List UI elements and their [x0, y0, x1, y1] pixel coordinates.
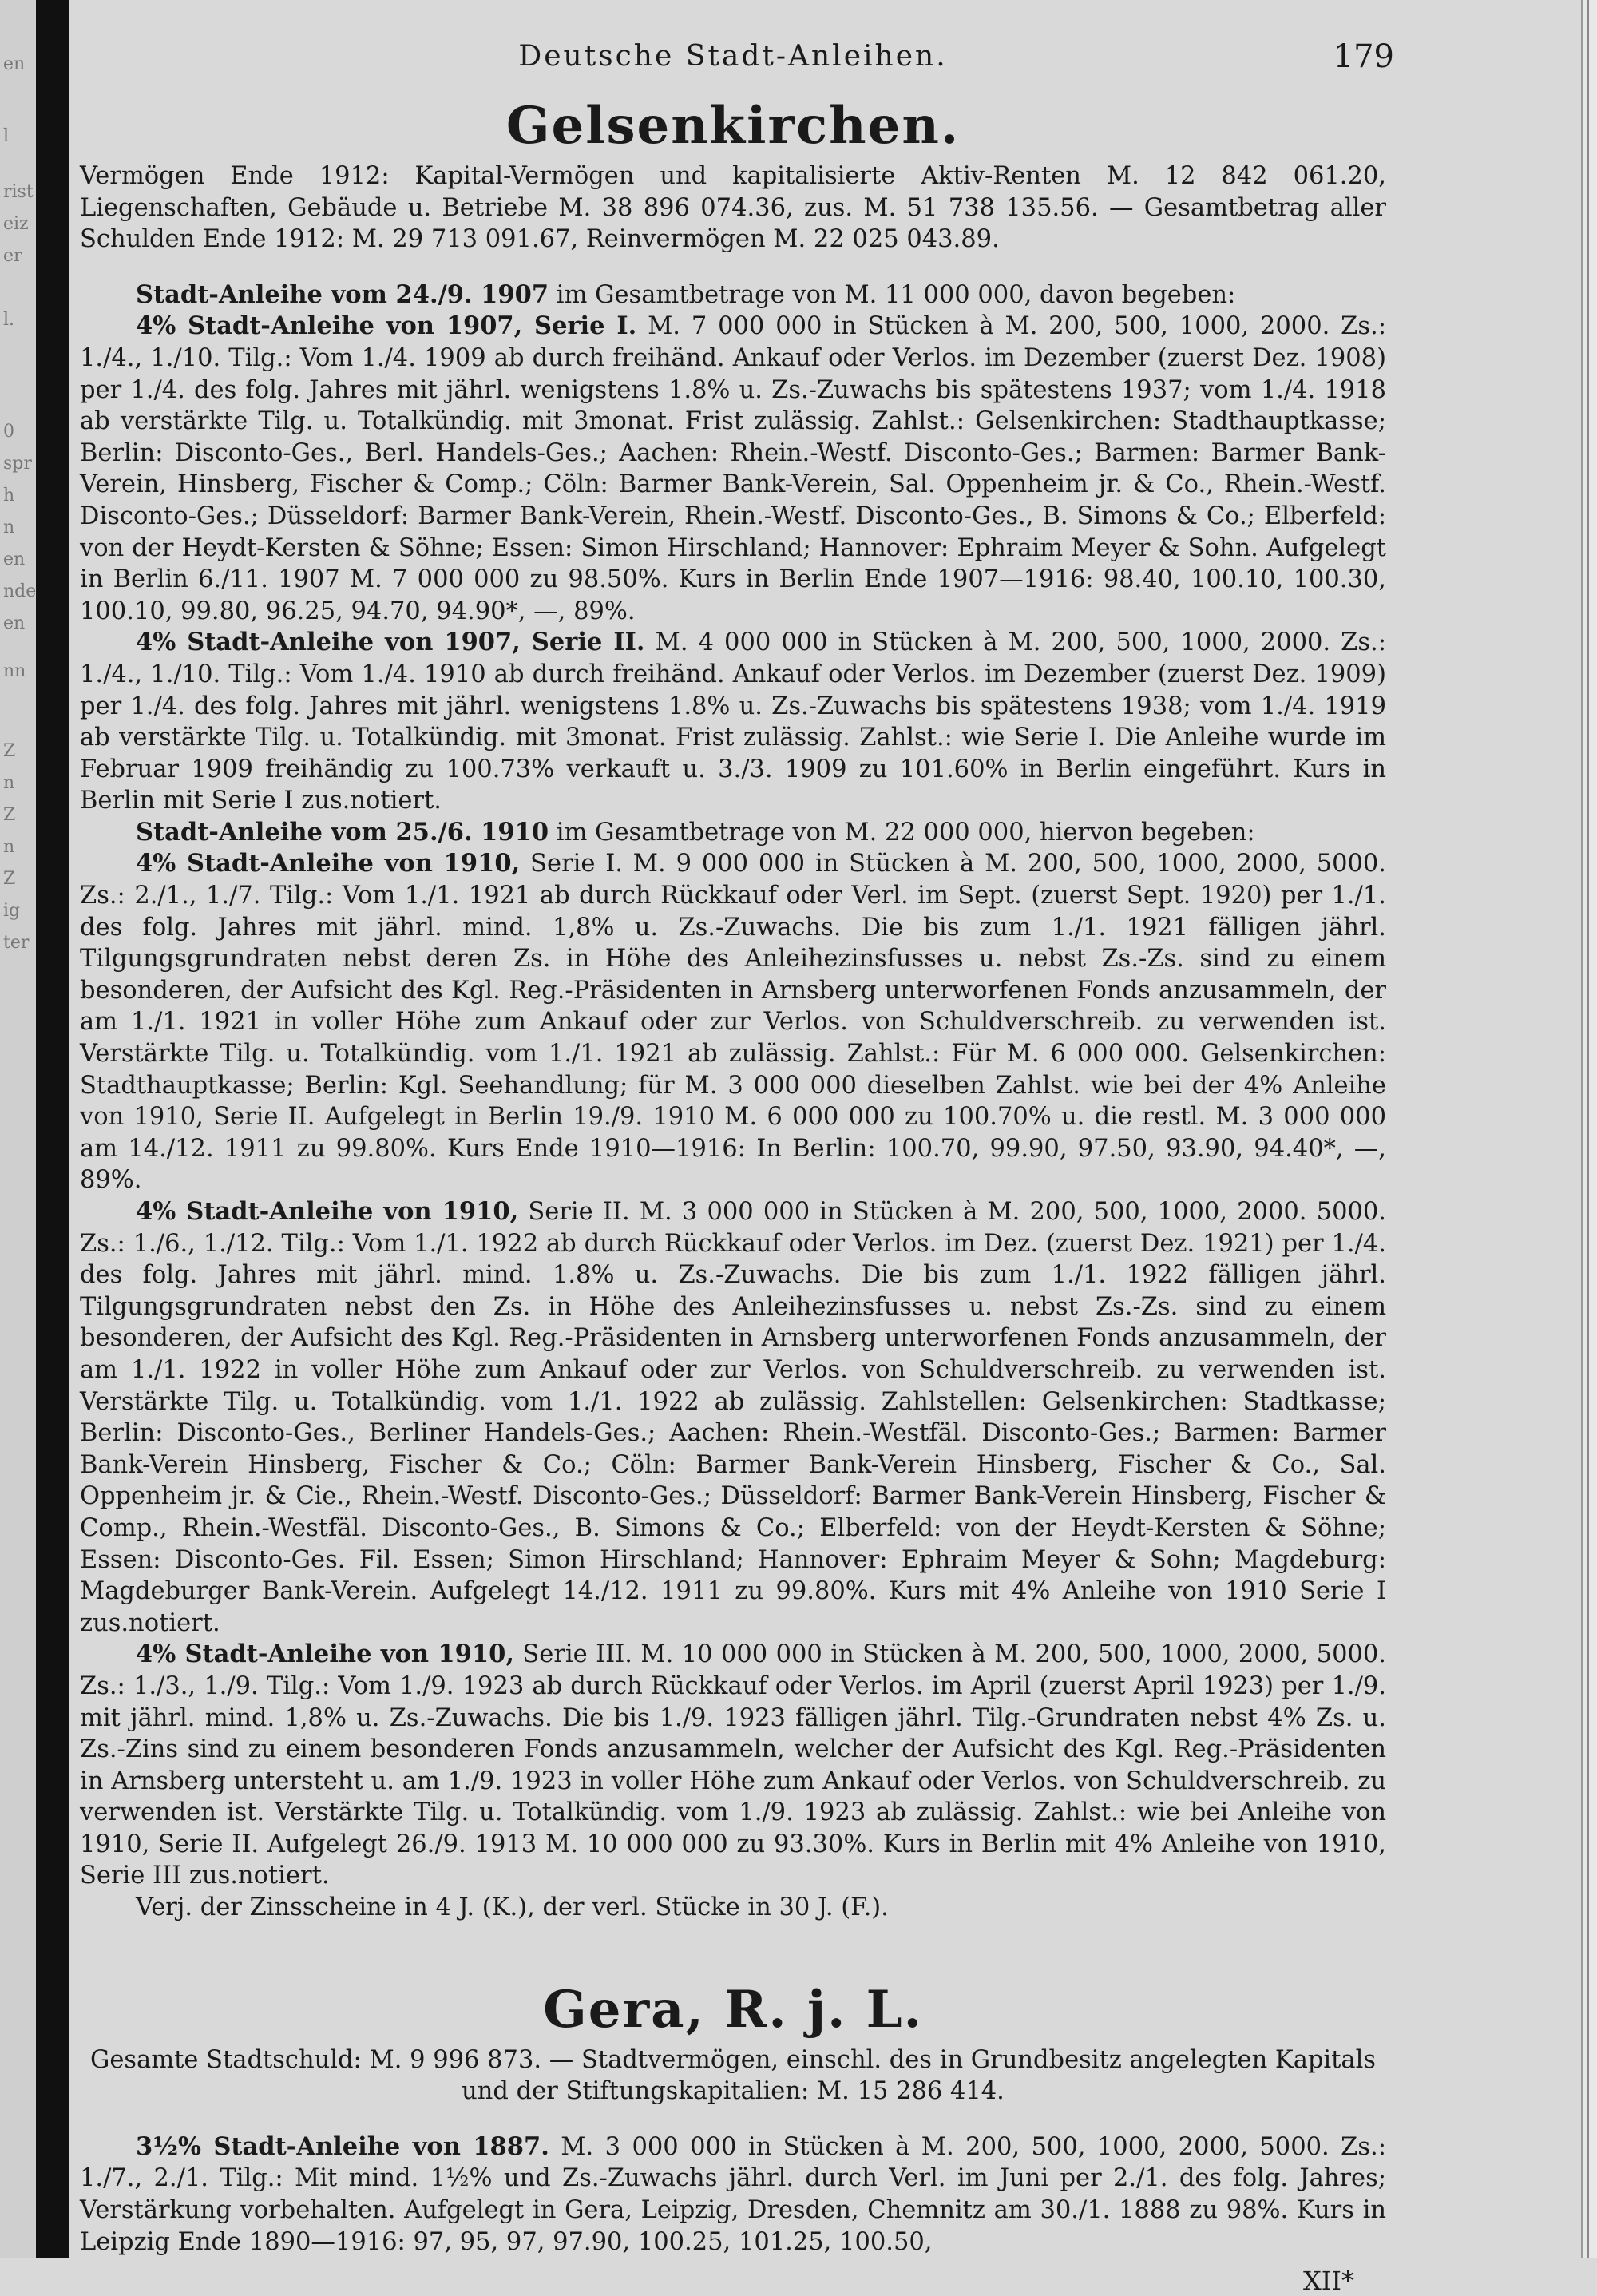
- loan-1910-serie-1-text: Serie I. M. 9 000 000 in Stücken à M. 200, 500, 1000, 2000, 5000. Zs.: 2./1., 1./7. Tilg.: Vom 1./1. 1921 ab durch Rückkauf oder Verl. im Sept. (zuerst Sept. 1920) per 1./1. des folg. Jahres mit jährl. mind. 1,8% u. Zs.-Zuwachs. Die bis zum 1./1. 1921 fälligen jährl. Tilgungsgrundraten nebst deren Zs. in Höhe des Anleihezinsfusses u. nebst Zs.-Zs. sind zu einem besonderen, der Aufsicht des Kgl. Reg.-Präsidenten in Arnsberg unterworfenen Fonds anzusammeln, der am 1./1. 1921 in voller Höhe zum Ankauf oder zur Verlos. von Schuldverschreib. zu verwenden ist. Verstärkte Tilg. u. Totalkündig. vom 1./1. 1921 ab zulässig. Zahlst.: Für M. 6 000 000. Gelsenkirchen: Stadthauptkasse; Berlin: Kgl. Seehandlung; für M. 3 000 000 dieselben Zahlst. wie bei der 4% Anleihe von 1910, Serie II. Aufgelegt in Berlin 19./9. 1910 M. 6 000 000 zu 100.70% u. die restl. M. 3 000 000 am 14./12. 1911 zu 99.80%. Kurs Ende 1910—1916: In Berlin: 100.70, 99.90, 97.50, 93.90, 94.40*, —, 89%.: [80, 850, 1386, 1195]
- margin-fragment: n: [3, 517, 15, 537]
- book-binding-shadow: [36, 0, 69, 2258]
- loan-1910: [80, 817, 1386, 849]
- gera-summary: Gesamte Stadtschuld: M. 9 996 873. — Stadtvermögen, einschl. des in Grundbesitz angelegten Kapitals und der Stiftungskapitalien: M. 15 286 414.: [89, 2045, 1377, 2106]
- loan-1910-serie-1-heading: 4% Stadt-Anleihe von 1910,: [136, 849, 521, 878]
- right-page-edge: [1581, 0, 1597, 2258]
- margin-fragment: eiz: [3, 214, 29, 234]
- margin-fragment: n: [3, 773, 15, 793]
- margin-fragment: spr: [3, 454, 32, 474]
- margin-fragment: Z: [3, 869, 16, 889]
- loan-1887-heading: 3½% Stadt-Anleihe von 1887.: [136, 2131, 549, 2161]
- margin-fragment: l.: [3, 310, 15, 330]
- loan-1910-serie-3: [80, 1639, 1386, 1892]
- margin-fragment: en: [3, 549, 26, 569]
- section-gelsenkirchen: [80, 96, 1386, 1924]
- gelsenkirchen-summary: Vermögen Ende 1912: Kapital-Vermögen und kapitalisierte Aktiv-Renten M. 12 842 061.20, Liegenschaften, Gebäude u. Betriebe M. 38 896 074.36, zus. M. 51 738 135.56. — Gesamtbetrag aller Schulden Ende 1912: M. 29 713 091.67, Reinvermögen M. 22 025 043.89.: [80, 162, 1386, 254]
- page: [80, 32, 1394, 2296]
- margin-fragment: nde: [3, 581, 36, 601]
- loan-1910-text: im Gesamtbetrage von M. 22 000 000, hiervon begeben:: [549, 818, 1255, 847]
- loan-1907-serie-1-text: M. 7 000 000 in Stücken à M. 200, 500, 1000, 2000. Zs.: 1./4., 1./10. Tilg.: Vom 1./4. 1909 ab durch freihänd. Ankauf oder Verlos. im Dezember (zuerst Dez. 1908) per 1./4. des folg. Jahres mit jährl. wenigstens 1.8% u. Zs.-Zuwachs bis spätestens 1937; vom 1./4. 1918 ab verstärkte Tilg. u. Totalkündig. mit 3monat. Frist zulässig. Zahlst.: Gelsenkirchen: Stadthauptkasse; Berlin: Disconto-Ges., Berl. Handels-Ges.; Aachen: Rhein.-Westf. Disconto-Ges.; Barmen: Barmer Bank-Verein, Hinsberg, Fischer & Comp.; Cöln: Barmer Bank-Verein, Sal. Oppenheim jr. & Co., Rhein.-Westf. Disconto-Ges.; Düsseldorf: Barmer Bank-Verein, Rhein.-Westf. Disconto-Ges., B. Simons & Co.; Elberfeld: von der Heydt-Kersten & Söhne; Essen: Simon Hirschland; Hannover: Ephraim Meyer & Sohn. Aufgelegt in Berlin 6./11. 1907 M. 7 000 000 zu 98.50%. Kurs in Berlin Ende 1907—1916: 98.40, 100.10, 100.30, 100.10, 99.80, 96.25, 94.70, 94.90*, —, 89%.: [80, 312, 1386, 625]
- loan-1907-serie-2-heading: 4% Stadt-Anleihe von 1907, Serie II.: [136, 628, 645, 657]
- loan-1910-serie-3-heading: 4% Stadt-Anleihe von 1910,: [136, 1640, 514, 1669]
- margin-fragment: 0: [3, 422, 14, 442]
- loan-1907-heading: Stadt-Anleihe vom 24./9. 1907: [136, 280, 549, 309]
- loan-1907-serie-2: [80, 627, 1386, 817]
- loan-1907: [80, 280, 1386, 311]
- margin-fragment: nn: [3, 661, 26, 681]
- verjaehrung-note: Verj. der Zinsscheine in 4 J. (K.), der verl. Stücke in 30 J. (F.).: [136, 1894, 889, 1922]
- margin-fragment: en: [3, 54, 26, 74]
- loan-1907-serie-2-text: M. 4 000 000 in Stücken à M. 200, 500, 1000, 2000. Zs.: 1./4., 1./10. Tilg.: Vom 1./4. 1910 ab durch freihänd. Ankauf oder Verlos. im Dezember (zuerst Dez. 1909) per 1./4. des folg. Jahres mit jährl. wenigstens 1.8% u. Zs.-Zuwachs bis spätestens 1938; vom 1./4. 1919 ab verstärkte Tilg. u. Totalkündig. mit 3monat. Frist zulässig. Zahlst.: wie Serie I. Die Anleihe wurde im Februar 1909 freihändig zu 100.73% verkauft u. 3./3. 1909 zu 101.60% in Berlin eingeführt. Kurs in Berlin mit Serie I zus.notiert.: [80, 629, 1386, 815]
- margin-fragment: Z: [3, 741, 16, 761]
- margin-fragment: ig: [3, 901, 21, 921]
- margin-fragment: en: [3, 613, 26, 633]
- right-page-edge-line: [1587, 0, 1589, 2258]
- margin-fragment: er: [3, 246, 22, 266]
- loan-1907-serie-1: [80, 311, 1386, 627]
- margin-fragment: rist: [3, 182, 34, 202]
- margin-fragment: h: [3, 486, 15, 506]
- margin-fragment: ter: [3, 933, 30, 953]
- running-title: Deutsche Stadt-Anleihen.: [518, 40, 948, 73]
- running-header: [80, 32, 1394, 88]
- loan-1887: [80, 2131, 1386, 2258]
- loan-1910-serie-2: [80, 1196, 1386, 1639]
- loan-1910-serie-3-text: Serie III. M. 10 000 000 in Stücken à M. 200, 500, 1000, 2000, 5000. Zs.: 1./3., 1./9. Tilg.: Vom 1./9. 1923 ab durch Rückkauf oder Verlos. im April (zuerst April 1923) per 1./9. mit jährl. mind. 1,8% u. Zs.-Zuwachs. Die bis 1./9. 1923 fälligen jährl. Tilg.-Grundraten nebst 4% Zs. u. Zs.-Zins sind zu einem besonderen Fonds anzusammeln, welcher der Aufsicht des Kgl. Reg.-Präsidenten in Arnsberg untersteht u. am 1./9. 1923 in voller Höhe zum Ankauf oder Verlos. von Schuldverschreib. zu verwenden ist. Verstärkte Tilg. u. Totalkündig. vom 1./9. 1923 ab zulässig. Zahlst.: wie bei Anleihe von 1910, Serie II. Aufgelegt 26./9. 1913 M. 10 000 000 zu 93.30%. Kurs in Berlin mit 4% Anleihe von 1910, Serie III zus.notiert.: [80, 1640, 1386, 1890]
- loan-1910-serie-2-text: Serie II. M. 3 000 000 in Stücken à M. 200, 500, 1000, 2000. 5000. Zs.: 1./6., 1./12. Tilg.: Vom 1./1. 1922 ab durch Rückkauf oder Verlos. im Dez. (zuerst Dez. 1921) per 1./4. des folg. Jahres mit jährl. mind. 1.8% u. Zs.-Zuwachs. Die bis zum 1./1. 1922 fälligen jährl. Tilgungsgrundraten nebst den Zs. in Höhe des Anleihezinsfusses u. nebst Zs.-Zs. sind zu einem besonderen, der Aufsicht des Kgl. Reg.-Präsidenten in Arnsberg unterworfenen Fonds anzusammeln, der am 1./1. 1922 in voller Höhe zum Ankauf oder zur Verlos. von Schuldverschreib. zu verwenden ist. Verstärkte Tilg. u. Totalkündig. vom 1./1. 1922 ab zulässig. Zahlstellen: Gelsenkirchen: Stadtkasse; Berlin: Disconto-Ges., Berliner Handels-Ges.; Aachen: Rhein.-Westfäl. Disconto-Ges.; Barmen: Barmer Bank-Verein Hinsberg, Fischer & Co.; Cöln: Barmer Bank-Verein Hinsberg, Fischer & Co., Sal. Oppenheim jr. & Cie., Rhein.-Westf. Disconto-Ges.; Düsseldorf: Barmer Bank-Verein Hinsberg, Fischer & Comp., Rhein.-Westfäl. Disconto-Ges., B. Simons & Co.; Elberfeld: von der Heydt-Kersten & Söhne; Essen: Disconto-Ges. Fil. Essen; Simon Hirschland; Hannover: Ephraim Meyer & Sohn; Magdeburg: Magdeburger Bank-Verein. Aufgelegt 14./12. 1911 zu 99.80%. Kurs mit 4% Anleihe von 1910 Serie I zus.notiert.: [80, 1198, 1386, 1637]
- loan-1910-heading: Stadt-Anleihe vom 25./6. 1910: [136, 817, 549, 847]
- section-gera: [80, 1980, 1386, 2258]
- margin-fragment: Z: [3, 805, 16, 825]
- section-title-gera: Gera, R. j. L.: [543, 1979, 923, 2040]
- loan-1907-serie-1-heading: 4% Stadt-Anleihe von 1907, Serie I.: [136, 311, 637, 341]
- signature-mark: XII*: [1302, 2266, 1354, 2296]
- page-number: 179: [1333, 38, 1394, 75]
- loan-1910-serie-2-heading: 4% Stadt-Anleihe von 1910,: [136, 1197, 519, 1226]
- left-margin-fragments: [0, 0, 36, 2258]
- section-title-gelsenkirchen: Gelsenkirchen.: [505, 96, 961, 156]
- margin-fragment: l: [3, 126, 10, 146]
- loan-1907-text: im Gesamtbetrage von M. 11 000 000, davon begeben:: [549, 280, 1236, 309]
- loan-1887-text: M. 3 000 000 in Stücken à M. 200, 500, 1000, 2000, 5000. Zs.: 1./7., 2./1. Tilg.: Mit mind. 1½% und Zs.-Zuwachs jährl. durch Verl. im Juni per 2./1. des folg. Jahres; Verstärkung vorbehalten. Aufgelegt in Gera, Leipzig, Dresden, Chemnitz am 30./1. 1888 zu 98%. Kurs in Leipzig Ende 1890—1916: 97, 95, 97, 97.90, 100.25, 101.25, 100.50,: [80, 2132, 1386, 2256]
- margin-fragment: n: [3, 837, 15, 857]
- loan-1910-serie-1: [80, 848, 1386, 1196]
